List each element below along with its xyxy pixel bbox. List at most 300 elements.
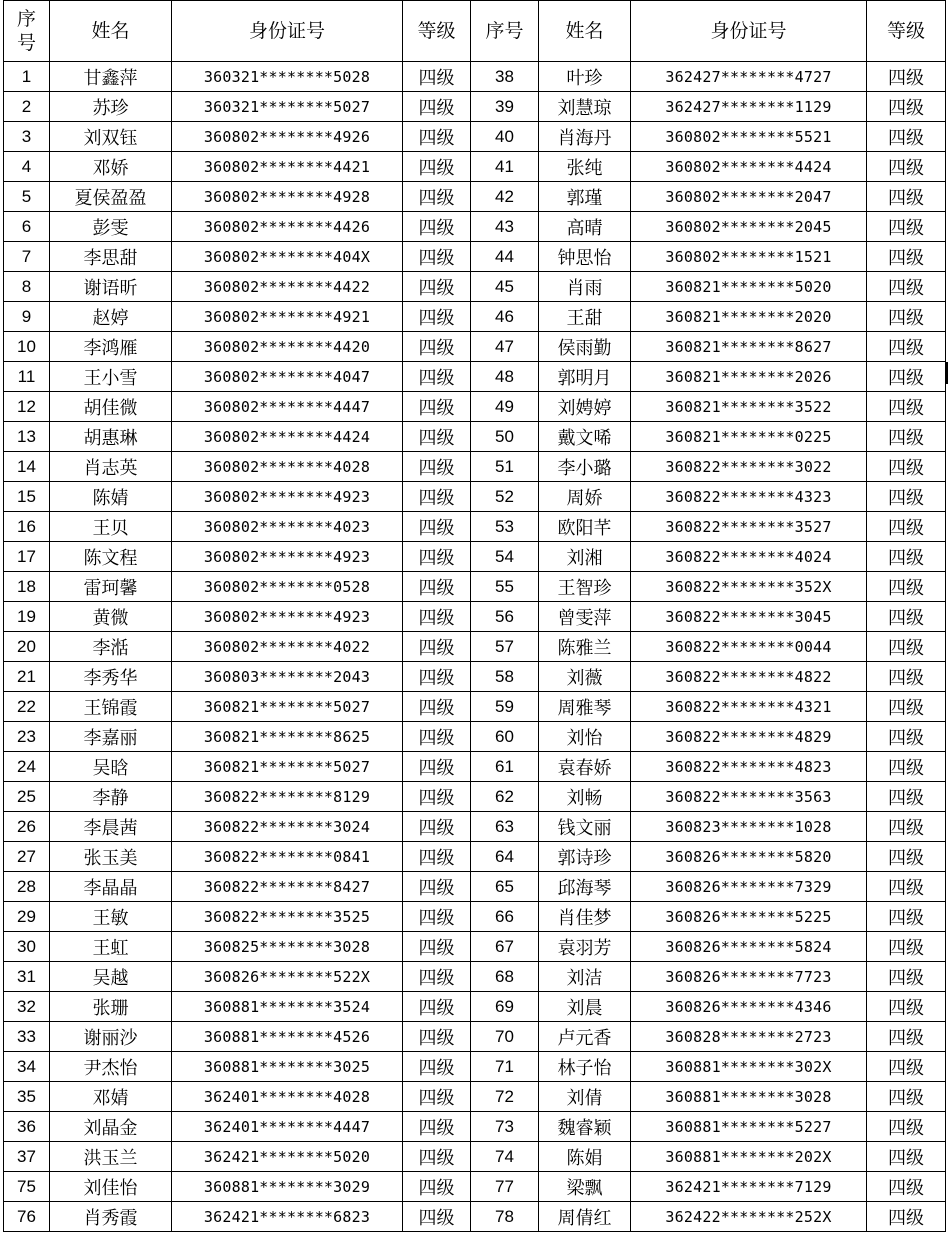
name-cell: 李晨茜 [50, 812, 172, 842]
id-number-cell: 360822********4024 [631, 542, 867, 572]
seq-cell: 31 [4, 962, 50, 992]
level-cell: 四级 [867, 1112, 946, 1142]
seq-cell: 76 [4, 1202, 50, 1232]
seq-cell: 60 [471, 722, 539, 752]
table-row [4, 482, 946, 512]
id-number-cell: 360802********0528 [172, 572, 403, 602]
level-cell: 四级 [403, 392, 471, 422]
name-cell: 陈雅兰 [539, 632, 631, 662]
level-cell: 四级 [867, 812, 946, 842]
level-cell: 四级 [867, 872, 946, 902]
id-number-cell: 360802********4023 [172, 512, 403, 542]
roster-table [3, 0, 946, 1232]
name-cell: 王虹 [50, 932, 172, 962]
name-cell: 李嘉丽 [50, 722, 172, 752]
level-cell: 四级 [403, 932, 471, 962]
name-cell: 钟思怡 [539, 242, 631, 272]
seq-cell: 51 [471, 452, 539, 482]
table-row [4, 302, 946, 332]
name-cell: 夏侯盈盈 [50, 182, 172, 212]
level-cell: 四级 [867, 482, 946, 512]
id-number-cell: 360881********3025 [172, 1052, 403, 1082]
table-row [4, 422, 946, 452]
table-row [4, 842, 946, 872]
header-id-2: 身份证号 [631, 1, 867, 62]
seq-cell: 9 [4, 302, 50, 332]
level-cell: 四级 [867, 782, 946, 812]
seq-cell: 53 [471, 512, 539, 542]
seq-cell: 14 [4, 452, 50, 482]
seq-cell: 41 [471, 152, 539, 182]
table-body [4, 62, 946, 1232]
id-number-cell: 360826********7723 [631, 962, 867, 992]
name-cell: 王小雪 [50, 362, 172, 392]
seq-cell: 64 [471, 842, 539, 872]
header-row [4, 1, 946, 62]
id-number-cell: 360802********4921 [172, 302, 403, 332]
id-number-cell: 360802********4022 [172, 632, 403, 662]
name-cell: 刘娉婷 [539, 392, 631, 422]
id-number-cell: 360802********404X [172, 242, 403, 272]
name-cell: 魏睿颖 [539, 1112, 631, 1142]
id-number-cell: 360826********4346 [631, 992, 867, 1022]
seq-cell: 37 [4, 1142, 50, 1172]
level-cell: 四级 [867, 1202, 946, 1232]
seq-cell: 3 [4, 122, 50, 152]
name-cell: 刘晶金 [50, 1112, 172, 1142]
level-cell: 四级 [403, 632, 471, 662]
name-cell: 卢元香 [539, 1022, 631, 1052]
id-number-cell: 360802********4421 [172, 152, 403, 182]
table-row [4, 722, 946, 752]
name-cell: 李湉 [50, 632, 172, 662]
table-row [4, 242, 946, 272]
name-cell: 郭诗珍 [539, 842, 631, 872]
seq-cell: 33 [4, 1022, 50, 1052]
level-cell: 四级 [403, 1112, 471, 1142]
level-cell: 四级 [867, 512, 946, 542]
name-cell: 高晴 [539, 212, 631, 242]
id-number-cell: 360822********3563 [631, 782, 867, 812]
name-cell: 刘慧琼 [539, 92, 631, 122]
id-number-cell: 360802********4422 [172, 272, 403, 302]
seq-cell: 65 [471, 872, 539, 902]
id-number-cell: 362422********252X [631, 1202, 867, 1232]
seq-cell: 6 [4, 212, 50, 242]
header-seq-2: 序号 [471, 1, 539, 62]
table-row [4, 1052, 946, 1082]
id-number-cell: 360821********0225 [631, 422, 867, 452]
level-cell: 四级 [403, 122, 471, 152]
id-number-cell: 360802********4424 [172, 422, 403, 452]
seq-cell: 68 [471, 962, 539, 992]
table-row [4, 962, 946, 992]
id-number-cell: 360802********4923 [172, 482, 403, 512]
level-cell: 四级 [867, 332, 946, 362]
level-cell: 四级 [403, 332, 471, 362]
seq-cell: 67 [471, 932, 539, 962]
id-number-cell: 362421********5020 [172, 1142, 403, 1172]
level-cell: 四级 [403, 842, 471, 872]
table-row [4, 572, 946, 602]
level-cell: 四级 [403, 1202, 471, 1232]
id-number-cell: 360821********5027 [172, 752, 403, 782]
seq-cell: 32 [4, 992, 50, 1022]
name-cell: 彭雯 [50, 212, 172, 242]
seq-cell: 55 [471, 572, 539, 602]
seq-cell: 19 [4, 602, 50, 632]
id-number-cell: 360881********3524 [172, 992, 403, 1022]
id-number-cell: 360822********4822 [631, 662, 867, 692]
id-number-cell: 360822********4323 [631, 482, 867, 512]
id-number-cell: 362427********4727 [631, 62, 867, 92]
id-number-cell: 360826********7329 [631, 872, 867, 902]
seq-cell: 58 [471, 662, 539, 692]
id-number-cell: 360822********8129 [172, 782, 403, 812]
name-cell: 雷珂馨 [50, 572, 172, 602]
level-cell: 四级 [867, 182, 946, 212]
seq-cell: 78 [471, 1202, 539, 1232]
seq-cell: 20 [4, 632, 50, 662]
id-number-cell: 360822********3022 [631, 452, 867, 482]
name-cell: 陈娟 [539, 1142, 631, 1172]
seq-cell: 22 [4, 692, 50, 722]
name-cell: 刘佳怡 [50, 1172, 172, 1202]
level-cell: 四级 [403, 602, 471, 632]
id-number-cell: 360802********4447 [172, 392, 403, 422]
level-cell: 四级 [867, 992, 946, 1022]
seq-cell: 4 [4, 152, 50, 182]
name-cell: 王贝 [50, 512, 172, 542]
seq-cell: 40 [471, 122, 539, 152]
level-cell: 四级 [867, 722, 946, 752]
seq-cell: 71 [471, 1052, 539, 1082]
level-cell: 四级 [867, 692, 946, 722]
name-cell: 谢丽沙 [50, 1022, 172, 1052]
id-number-cell: 360826********5824 [631, 932, 867, 962]
seq-cell: 11 [4, 362, 50, 392]
name-cell: 侯雨勤 [539, 332, 631, 362]
seq-cell: 50 [471, 422, 539, 452]
seq-cell: 44 [471, 242, 539, 272]
id-number-cell: 360826********522X [172, 962, 403, 992]
name-cell: 叶珍 [539, 62, 631, 92]
level-cell: 四级 [867, 62, 946, 92]
id-number-cell: 360825********3028 [172, 932, 403, 962]
level-cell: 四级 [867, 902, 946, 932]
level-cell: 四级 [403, 272, 471, 302]
level-cell: 四级 [403, 242, 471, 272]
id-number-cell: 360822********4321 [631, 692, 867, 722]
level-cell: 四级 [403, 1052, 471, 1082]
table-row [4, 932, 946, 962]
level-cell: 四级 [403, 1142, 471, 1172]
edge-marker [946, 362, 948, 384]
name-cell: 吴越 [50, 962, 172, 992]
name-cell: 郭明月 [539, 362, 631, 392]
level-cell: 四级 [867, 92, 946, 122]
seq-cell: 13 [4, 422, 50, 452]
name-cell: 周娇 [539, 482, 631, 512]
seq-cell: 52 [471, 482, 539, 512]
id-number-cell: 360881********3029 [172, 1172, 403, 1202]
name-cell: 欧阳芊 [539, 512, 631, 542]
name-cell: 李秀华 [50, 662, 172, 692]
level-cell: 四级 [867, 662, 946, 692]
name-cell: 梁飘 [539, 1172, 631, 1202]
level-cell: 四级 [403, 752, 471, 782]
id-number-cell: 360826********5820 [631, 842, 867, 872]
seq-cell: 48 [471, 362, 539, 392]
id-number-cell: 360802********4426 [172, 212, 403, 242]
level-cell: 四级 [867, 842, 946, 872]
level-cell: 四级 [403, 92, 471, 122]
level-cell: 四级 [403, 572, 471, 602]
table-row [4, 1202, 946, 1232]
seq-cell: 36 [4, 1112, 50, 1142]
table-row [4, 392, 946, 422]
seq-cell: 77 [471, 1172, 539, 1202]
name-cell: 邱海琴 [539, 872, 631, 902]
seq-cell: 63 [471, 812, 539, 842]
id-number-cell: 360881********302X [631, 1052, 867, 1082]
header-name-2: 姓名 [539, 1, 631, 62]
level-cell: 四级 [867, 1052, 946, 1082]
seq-cell: 23 [4, 722, 50, 752]
id-number-cell: 360803********2043 [172, 662, 403, 692]
id-number-cell: 362427********1129 [631, 92, 867, 122]
table-row [4, 992, 946, 1022]
table-row [4, 272, 946, 302]
seq-cell: 57 [471, 632, 539, 662]
id-number-cell: 360802********4928 [172, 182, 403, 212]
name-cell: 曾雯萍 [539, 602, 631, 632]
id-number-cell: 360802********4028 [172, 452, 403, 482]
table-row [4, 122, 946, 152]
level-cell: 四级 [867, 932, 946, 962]
level-cell: 四级 [403, 512, 471, 542]
level-cell: 四级 [403, 812, 471, 842]
name-cell: 周倩红 [539, 1202, 631, 1232]
name-cell: 肖雨 [539, 272, 631, 302]
id-number-cell: 360802********1521 [631, 242, 867, 272]
level-cell: 四级 [867, 422, 946, 452]
id-number-cell: 360881********4526 [172, 1022, 403, 1052]
seq-cell: 47 [471, 332, 539, 362]
table-row [4, 1082, 946, 1112]
seq-cell: 24 [4, 752, 50, 782]
seq-cell: 69 [471, 992, 539, 1022]
name-cell: 张玉美 [50, 842, 172, 872]
name-cell: 胡惠琳 [50, 422, 172, 452]
level-cell: 四级 [867, 272, 946, 302]
table-row [4, 692, 946, 722]
name-cell: 王锦霞 [50, 692, 172, 722]
id-number-cell: 360822********3525 [172, 902, 403, 932]
id-number-cell: 360881********3028 [631, 1082, 867, 1112]
name-cell: 李思甜 [50, 242, 172, 272]
table-row [4, 782, 946, 812]
id-number-cell: 360321********5027 [172, 92, 403, 122]
id-number-cell: 360822********3024 [172, 812, 403, 842]
table-row [4, 332, 946, 362]
level-cell: 四级 [867, 1172, 946, 1202]
id-number-cell: 360826********5225 [631, 902, 867, 932]
seq-cell: 43 [471, 212, 539, 242]
table-row [4, 452, 946, 482]
level-cell: 四级 [867, 452, 946, 482]
name-cell: 肖秀霞 [50, 1202, 172, 1232]
name-cell: 王敏 [50, 902, 172, 932]
table-row [4, 1022, 946, 1052]
name-cell: 肖志英 [50, 452, 172, 482]
level-cell: 四级 [867, 362, 946, 392]
level-cell: 四级 [867, 542, 946, 572]
table-row [4, 1172, 946, 1202]
id-number-cell: 360822********0044 [631, 632, 867, 662]
level-cell: 四级 [403, 1082, 471, 1112]
name-cell: 吴晗 [50, 752, 172, 782]
level-cell: 四级 [403, 152, 471, 182]
seq-cell: 30 [4, 932, 50, 962]
level-cell: 四级 [403, 422, 471, 452]
table-row [4, 902, 946, 932]
id-number-cell: 360802********4926 [172, 122, 403, 152]
seq-cell: 61 [471, 752, 539, 782]
level-cell: 四级 [867, 392, 946, 422]
level-cell: 四级 [867, 1142, 946, 1172]
id-number-cell: 360822********8427 [172, 872, 403, 902]
name-cell: 钱文丽 [539, 812, 631, 842]
id-number-cell: 360802********5521 [631, 122, 867, 152]
table-row [4, 542, 946, 572]
seq-cell: 74 [471, 1142, 539, 1172]
header-name: 姓名 [50, 1, 172, 62]
id-number-cell: 360802********4420 [172, 332, 403, 362]
level-cell: 四级 [403, 722, 471, 752]
id-number-cell: 360822********0841 [172, 842, 403, 872]
level-cell: 四级 [403, 182, 471, 212]
id-number-cell: 360828********2723 [631, 1022, 867, 1052]
seq-cell: 38 [471, 62, 539, 92]
table-row [4, 752, 946, 782]
seq-cell: 62 [471, 782, 539, 812]
id-number-cell: 360802********4923 [172, 542, 403, 572]
id-number-cell: 360821********5020 [631, 272, 867, 302]
id-number-cell: 360821********5027 [172, 692, 403, 722]
id-number-cell: 362401********4028 [172, 1082, 403, 1112]
seq-cell: 25 [4, 782, 50, 812]
name-cell: 李鸿雁 [50, 332, 172, 362]
level-cell: 四级 [403, 362, 471, 392]
name-cell: 刘畅 [539, 782, 631, 812]
seq-cell: 66 [471, 902, 539, 932]
level-cell: 四级 [403, 872, 471, 902]
seq-cell: 21 [4, 662, 50, 692]
level-cell: 四级 [403, 692, 471, 722]
id-number-cell: 360821********2020 [631, 302, 867, 332]
id-number-cell: 360802********4424 [631, 152, 867, 182]
seq-cell: 18 [4, 572, 50, 602]
name-cell: 甘鑫萍 [50, 62, 172, 92]
seq-cell: 17 [4, 542, 50, 572]
name-cell: 李静 [50, 782, 172, 812]
seq-cell: 54 [471, 542, 539, 572]
name-cell: 刘湘 [539, 542, 631, 572]
seq-cell: 28 [4, 872, 50, 902]
level-cell: 四级 [867, 302, 946, 332]
level-cell: 四级 [403, 962, 471, 992]
name-cell: 袁羽芳 [539, 932, 631, 962]
level-cell: 四级 [867, 212, 946, 242]
seq-cell: 16 [4, 512, 50, 542]
level-cell: 四级 [403, 482, 471, 512]
id-number-cell: 360321********5028 [172, 62, 403, 92]
seq-cell: 12 [4, 392, 50, 422]
name-cell: 戴文唏 [539, 422, 631, 452]
level-cell: 四级 [403, 902, 471, 932]
seq-cell: 2 [4, 92, 50, 122]
name-cell: 刘怡 [539, 722, 631, 752]
seq-cell: 42 [471, 182, 539, 212]
seq-cell: 39 [471, 92, 539, 122]
id-number-cell: 360802********2047 [631, 182, 867, 212]
level-cell: 四级 [403, 1172, 471, 1202]
name-cell: 胡佳微 [50, 392, 172, 422]
id-number-cell: 360822********3527 [631, 512, 867, 542]
name-cell: 王智珍 [539, 572, 631, 602]
table-row [4, 62, 946, 92]
level-cell: 四级 [867, 1022, 946, 1052]
table-row [4, 632, 946, 662]
seq-cell: 75 [4, 1172, 50, 1202]
id-number-cell: 360822********352X [631, 572, 867, 602]
id-number-cell: 360881********5227 [631, 1112, 867, 1142]
id-number-cell: 360802********4923 [172, 602, 403, 632]
level-cell: 四级 [403, 992, 471, 1022]
header-level: 等级 [403, 1, 471, 62]
name-cell: 赵婷 [50, 302, 172, 332]
seq-cell: 15 [4, 482, 50, 512]
table-row [4, 812, 946, 842]
id-number-cell: 360802********4047 [172, 362, 403, 392]
level-cell: 四级 [867, 632, 946, 662]
seq-cell: 70 [471, 1022, 539, 1052]
seq-cell: 72 [471, 1082, 539, 1112]
seq-cell: 7 [4, 242, 50, 272]
name-cell: 尹杰怡 [50, 1052, 172, 1082]
seq-cell: 1 [4, 62, 50, 92]
header-seq: 序 号 [4, 1, 50, 62]
id-number-cell: 360822********3045 [631, 602, 867, 632]
header-id: 身份证号 [172, 1, 403, 62]
level-cell: 四级 [403, 212, 471, 242]
id-number-cell: 360881********202X [631, 1142, 867, 1172]
name-cell: 陈文程 [50, 542, 172, 572]
table-row [4, 152, 946, 182]
name-cell: 洪玉兰 [50, 1142, 172, 1172]
id-number-cell: 360802********2045 [631, 212, 867, 242]
id-number-cell: 360821********8625 [172, 722, 403, 752]
level-cell: 四级 [403, 452, 471, 482]
id-number-cell: 360821********3522 [631, 392, 867, 422]
name-cell: 王甜 [539, 302, 631, 332]
id-number-cell: 362421********6823 [172, 1202, 403, 1232]
seq-cell: 56 [471, 602, 539, 632]
level-cell: 四级 [867, 242, 946, 272]
seq-cell: 46 [471, 302, 539, 332]
level-cell: 四级 [867, 962, 946, 992]
